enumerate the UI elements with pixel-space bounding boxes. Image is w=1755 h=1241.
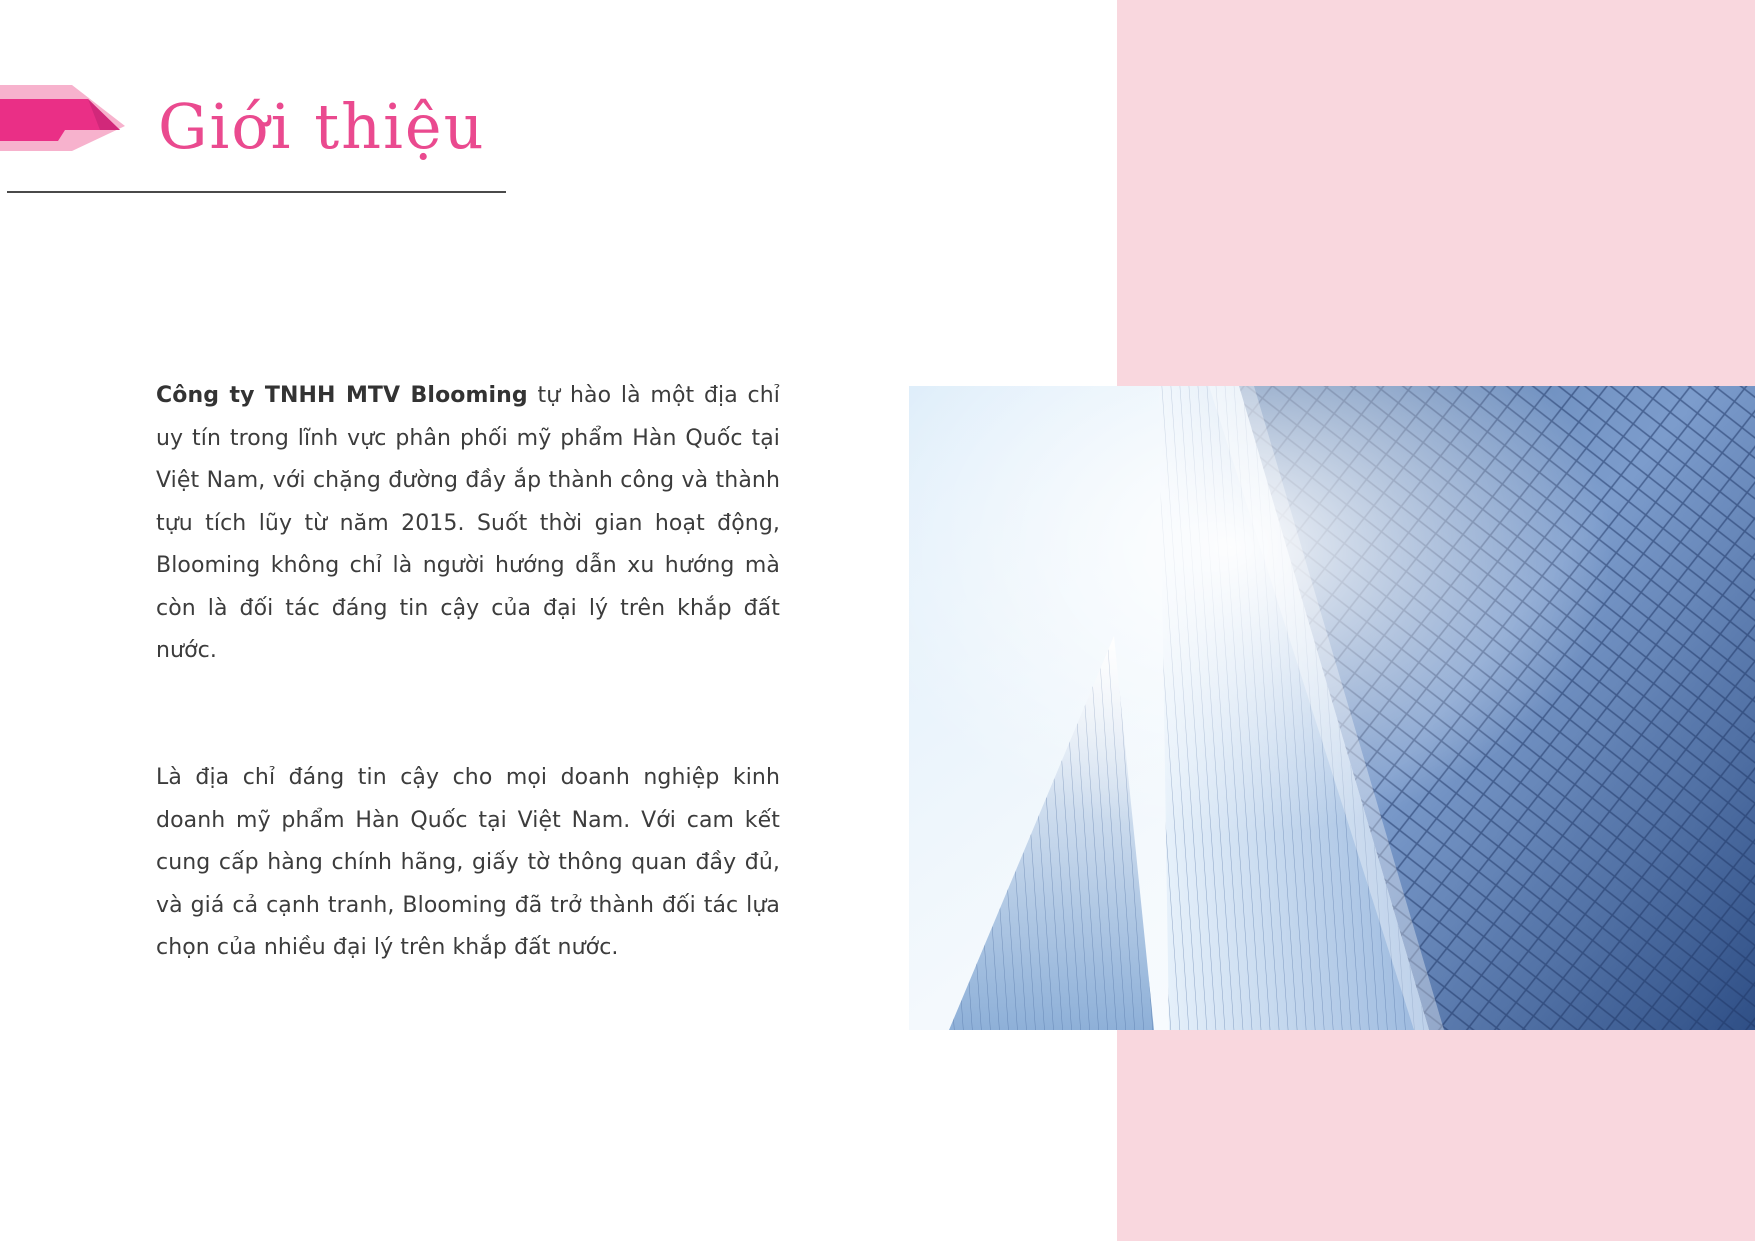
intro-paragraph-2: Là địa chỉ đáng tin cậy cho mọi doanh nghiệp kinh doanh mỹ phẩm Hàn Quốc tại Việt Nam. Với cam kết cung cấp hàng chính hãng, giấy tờ thông quan đầy đủ, và giá cả cạnh tranh, Blooming đã trở thành đối tác lựa chọn của nhiều đại lý trên khắp đất nước. bbox=[156, 765, 780, 960]
ribbon-icon bbox=[0, 85, 125, 151]
page-title: Giới thiệu bbox=[158, 90, 486, 163]
intro-paragraph-1 bbox=[156, 375, 780, 673]
company-name: Công ty TNHH MTV Blooming bbox=[156, 383, 528, 408]
skyscraper-photo bbox=[909, 386, 1755, 1030]
title-divider bbox=[7, 191, 506, 193]
intro-paragraph-1-text: tự hào là một địa chỉ uy tín trong lĩnh vực phân phối mỹ phẩm Hàn Quốc tại Việt Nam, với chặng đường đầy ắp thành công và thành tựu tích lũy từ năm 2015. Suốt thời gian hoạt động, Blooming không chỉ là người hướng dẫn xu hướng mà còn là đối tác đáng tin cậy của đại lý trên khắp đất nước. bbox=[156, 383, 781, 663]
